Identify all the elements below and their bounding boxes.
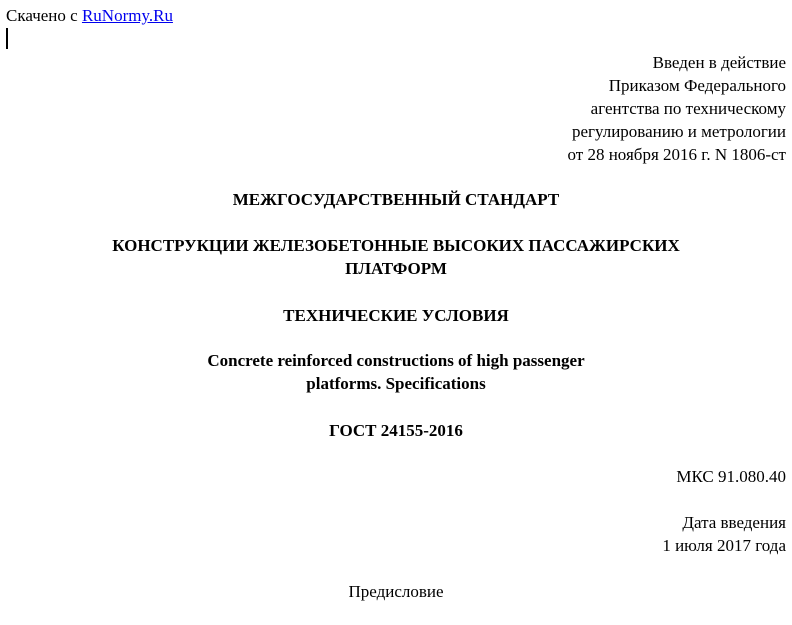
gost-number: ГОСТ 24155-2016 [329,421,463,440]
introduction-date-label: Дата введения [682,513,786,532]
source-line [6,6,173,26]
enactment-note [568,51,787,166]
title-en-line: Concrete reinforced constructions of high passenger [207,351,585,370]
title-ru-line: КОНСТРУКЦИИ ЖЕЛЕЗОБЕТОННЫЕ ВЫСОКИХ ПАССАЖИРСКИХ [112,236,680,255]
foreword-heading: Предисловие [348,582,444,601]
introduction-date [662,511,786,557]
enactment-line: Введен в действие [652,53,786,72]
interstate-standard-heading: МЕЖГОСУДАРСТВЕННЫЙ СТАНДАРТ [232,190,560,209]
enactment-line: от 28 ноября 2016 г. N 1806-ст [567,145,786,164]
title-en-line: platforms. Specifications [306,374,486,393]
enactment-line: регулированию и метрологии [571,122,786,141]
source-prefix: Скачено с [6,6,82,25]
enactment-line: Приказом Федерального [608,76,786,95]
mks-code: МКС 91.080.40 [676,467,786,486]
runormy-link[interactable]: RuNormy.Ru [81,6,173,25]
introduction-date-value: 1 июля 2017 года [662,536,786,555]
text-cursor [6,28,8,49]
enactment-line: агентства по техническому [590,99,786,118]
title-ru-line: ПЛАТФОРМ [345,259,447,278]
document-subtitle-ru: ТЕХНИЧЕСКИЕ УСЛОВИЯ [283,306,509,325]
document-title-en [0,349,792,395]
document-title-ru [0,234,792,280]
